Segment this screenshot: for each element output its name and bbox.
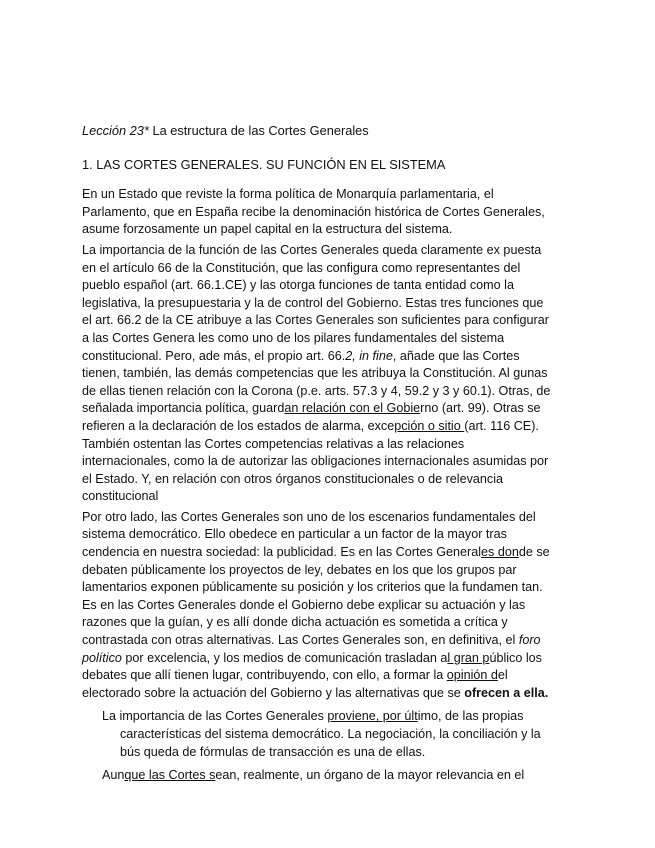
p2-text-c: , añade que las Cortes tienen, también, las demás competencias que les atribuya la Constitución. Al gunas de ellas tienen relación con la Corona (p.e. arts. 57.3 y 4, 59.2 y 3 y 60.1). Otras, de señalada importancia política, guard [82, 348, 551, 416]
p3-text-c: de se debaten públicamente los proyectos de ley, debates en los que los grupos par lamentarios exponen públicamente su posición y los criterios que la fundamen tan. Es en las Cortes Generales donde el Gobierno debe explicar su actuación y las razones que la guían, y es allí donde dicha actuación es sometida a crítica y contrastada con otras alternativas. Las Cortes Generales son, en definitiva, el [82, 545, 550, 648]
lesson-number: Lección 23* [82, 123, 149, 138]
p2-italic-in-fine: 2, in fine [345, 348, 393, 363]
paragraph-2 [82, 242, 552, 506]
p2-text-e: rno (art. 99). Otras se refieren a la declaración de los estados de alarma, exce [82, 401, 541, 433]
p2-text-a: La importancia de la función de las Cortes Generales queda claramente ex puesta en el artículo 66 de la Constitución, que las configura como representantes del pueblo español (art. 66.1.CE) y las otorga funciones de tanta entidad como la legislativa, la presupuestaria y la de control del Gobierno. Estas tres funciones que el art. 66.2 de la CE atribuye a las Cortes Generales son suficientes para configurar a las Cortes Genera les como uno de los pilares fundamentales del sistema constitucional. Pero, ade más, el propio art. 66. [82, 242, 549, 363]
p3-text-i: el electorado sobre la actuación del Gobierno y las alternativas que se [82, 668, 508, 700]
p2-underlined-sitio: pción o sitio [394, 418, 465, 433]
p2-text-g: (art. 116 CE). También ostentan las Cortes competencias relativas a las relaciones internacionales, como la de autorizar las obligaciones internacionales asumidas por el Estado. Y, en relación con otros órganos constitucionales o de relevancia constitucional [82, 418, 549, 504]
p2-underlined-gobierno: an relación con el Gobie [284, 401, 421, 416]
document-page [82, 122, 552, 791]
p3-text-g: úblico los debates que allí tienen lugar, contribuyendo, con ello, a formar la [82, 650, 542, 683]
p4-underlined-proviene: proviene, por últ [327, 709, 418, 724]
p3-underlined-gran: l gran p [447, 650, 490, 665]
p5-text-c: ean, realmente, un órgano de la mayor relevancia en el [215, 768, 525, 783]
paragraph-5 [100, 767, 552, 785]
paragraph-4 [100, 708, 552, 761]
p4-text-a: La importancia de las Cortes Generales [102, 709, 328, 724]
p3-text-a: Por otro lado, las Cortes Generales son uno de los escenarios fundamentales del sistema democrático. Ello obedece en particular a un factor de la mayor tras cendencia en nuestra sociedad: la publicidad. Es en las Cortes General [82, 509, 536, 560]
p3-bold-ofrecen: ofrecen a ella. [464, 685, 549, 700]
lesson-title [82, 122, 552, 140]
section-heading: 1. LAS CORTES GENERALES. SU FUNCIÓN EN EL SISTEMA [82, 156, 446, 172]
p5-underlined-cortes: que las Cortes s [124, 768, 216, 783]
paragraph-3 [82, 509, 552, 703]
p3-underlined-don: es don [481, 545, 519, 560]
p3-italic-foro-politico: foro político [82, 633, 541, 665]
p4-text-c: imo, de las propias características del sistema democrático. La negociación, la conciliación y la bús queda de fórmulas de transacción es una de ellas. [120, 709, 541, 759]
p3-underlined-opinion: opinión d [446, 668, 498, 683]
paragraph-1: En un Estado que reviste la forma política de Monarquía parlamentaria, el Parlamento, que en España recibe la denominación histórica de Cortes Generales, asume forzosamente un papel capital en la estructura del sistema. [82, 187, 545, 237]
p3-text-e: por excelencia, y los medios de comunicación trasladan a [121, 650, 448, 665]
lesson-title-text: La estructura de las Cortes Generales [148, 123, 369, 138]
p5-text-a: Aun [102, 768, 125, 783]
